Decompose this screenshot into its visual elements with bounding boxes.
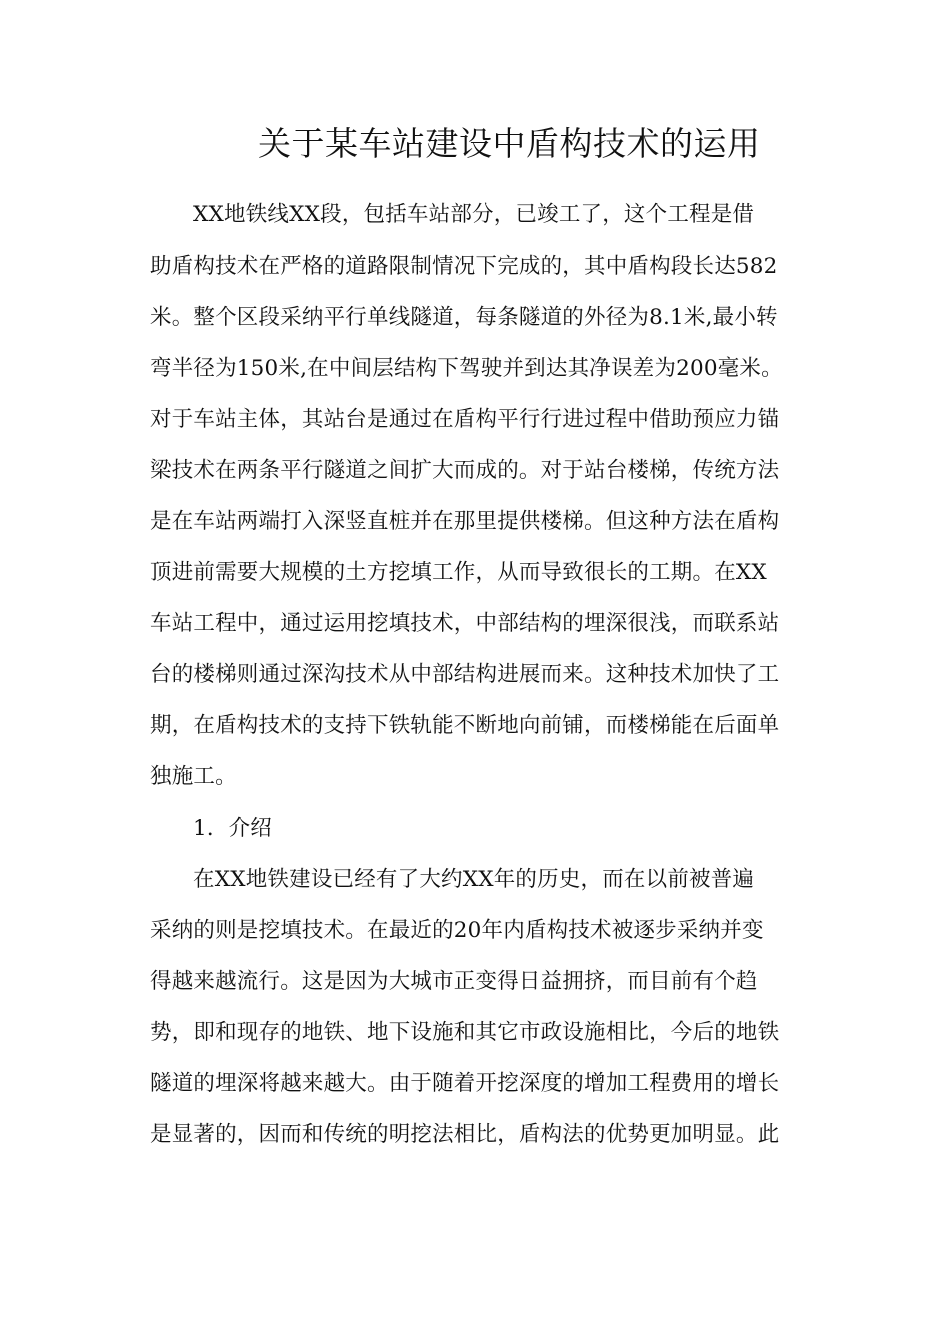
paragraph-line: 是在车站两端打入深竖直桩并在那里提供楼梯。但这种方法在盾构 (150, 509, 780, 534)
paragraph-line: 期，在盾构技术的支持下铁轨能不断地向前铺，而楼梯能在后面单 (150, 713, 780, 738)
paragraph-line: 米。整个区段采纳平行单线隧道，每条隧道的外径为8.1米,最小转 (150, 305, 778, 330)
paragraph-line: 得越来越流行。这是因为大城市正变得日益拥挤，而目前有个趋 (150, 969, 758, 994)
paragraph-line: 台的楼梯则通过深沟技术从中部结构进展而来。这种技术加快了工 (150, 662, 780, 687)
paragraph-line: 弯半径为150米,在中间层结构下驾驶并到达其净误差为200毫米。 (150, 356, 783, 381)
paragraph-line: 独施工。 (150, 764, 237, 789)
paragraph-line: 对于车站主体，其站台是通过在盾构平行行进过程中借助预应力锚 (150, 407, 780, 432)
paragraph-line: 势，即和现存的地铁、地下设施和其它市政设施相比，今后的地铁 (150, 1020, 780, 1045)
paragraph-line: 采纳的则是挖填技术。在最近的20年内盾构技术被逐步采纳并变 (150, 918, 764, 943)
paragraph-line: 顶进前需要大规模的土方挖填工作，从而导致很长的工期。在XX (150, 560, 767, 585)
paragraph-line: 梁技术在两条平行隧道之间扩大而成的。对于站台楼梯，传统方法 (150, 458, 780, 483)
paragraph-line: 车站工程中，通过运用挖填技术，中部结构的埋深很浅，而联系站 (150, 611, 780, 636)
document-title: 关于某车站建设中盾构技术的运用 (258, 124, 761, 163)
section-heading: 1．介绍 (193, 816, 272, 841)
paragraph-line: 在XX地铁建设已经有了大约XX年的历史，而在以前被普遍 (193, 867, 755, 892)
paragraph-line: 隧道的埋深将越来越大。由于随着开挖深度的增加工程费用的增长 (150, 1071, 780, 1096)
paragraph-line: 助盾构技术在严格的道路限制情况下完成的，其中盾构段长达582 (150, 254, 778, 279)
paragraph-line: XX地铁线XX段，包括车站部分，已竣工了，这个工程是借 (193, 202, 755, 227)
paragraph-line: 是显著的，因而和传统的明挖法相比，盾构法的优势更加明显。此 (150, 1122, 780, 1147)
